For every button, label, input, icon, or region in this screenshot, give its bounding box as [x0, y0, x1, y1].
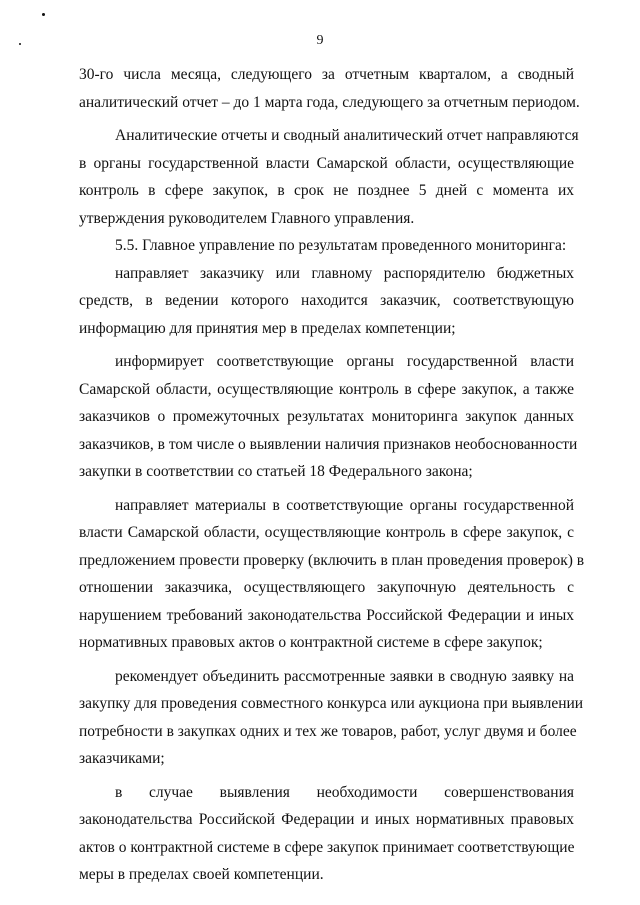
text-line: закупки в соответствии со статьей 18 Федерального закона;: [79, 463, 473, 480]
text-line: контроль в сфере закупок, в срок не позднее 5 дней с момента их: [79, 182, 574, 199]
paragraph: [79, 61, 580, 116]
page-number: 9: [316, 33, 324, 48]
text-line: Аналитические отчеты и сводный аналитический отчет направляются: [115, 127, 579, 144]
text-line: средств, в ведении которого находится заказчик, соответствующую: [79, 292, 574, 309]
text-line: законодательства Российской Федерации и иных нормативных правовых: [79, 811, 574, 828]
paragraph: [79, 779, 574, 889]
text-line: заказчиков, в том числе о выявлении наличия признаков необоснованности: [79, 435, 578, 453]
text-line: информацию для принятия мер в пределах компетенции;: [79, 319, 456, 337]
document-body: [79, 61, 585, 889]
text-line: аналитический отчет – до 1 марта года, следующего за отчетным периодом.: [79, 93, 580, 111]
text-line: нормативных правовых актов о контрактной системе в сфере закупок;: [79, 634, 543, 651]
text-line: заказчиками;: [79, 750, 165, 767]
paragraph: [79, 122, 579, 232]
text-line: меры в пределах своей компетенции.: [79, 866, 324, 883]
text-line: актов о контрактной системе в сфере закупок принимает соответствующие: [79, 838, 575, 856]
text-line: в случае выявления необходимости совершенствования: [115, 783, 574, 801]
scan-speck: [42, 13, 45, 16]
text-line: информирует соответствующие органы государственной власти: [115, 353, 574, 370]
paragraph: [79, 348, 578, 486]
text-line: утверждения руководителем Главного управления.: [79, 209, 415, 227]
text-line: предложением провести проверку (включить в план проведения проверок) в: [79, 551, 585, 569]
paragraph: [79, 492, 585, 657]
paragraph: [79, 260, 574, 343]
text-line: в органы государственной власти Самарской области, осуществляющие: [79, 154, 574, 172]
text-line: Самарской области, осуществляющие контроль в сфере закупок, а также: [79, 380, 574, 398]
text-line: рекомендует объединить рассмотренные заявки в сводную заявку на: [115, 667, 574, 685]
text-line: 30-го числа месяца, следующего за отчетным кварталом, а сводный: [79, 66, 574, 83]
text-line: нарушением требований законодательства Российской Федерации и иных: [79, 606, 574, 624]
text-line: потребности в закупках одних и тех же товаров, работ, услуг двумя и более: [79, 722, 577, 740]
text-line: власти Самарской области, осуществляющие контроль в сфере закупок, с: [79, 524, 574, 541]
text-line: направляет заказчику или главному распорядителю бюджетных: [115, 264, 574, 282]
section-heading: 5.5. Главное управление по результатам проведенного мониторинга:: [115, 237, 567, 254]
text-line: закупку для проведения совместного конкурса или аукциона при выявлении: [79, 695, 584, 712]
paragraph: [79, 232, 574, 260]
text-line: заказчиков о промежуточных результатах мониторинга закупок данных: [79, 408, 574, 425]
text-line: направляет материалы в соответствующие органы государственной: [115, 496, 574, 514]
paragraph: [79, 663, 584, 773]
text-line: отношении заказчика, осуществляющего закупочную деятельность с: [79, 579, 574, 596]
